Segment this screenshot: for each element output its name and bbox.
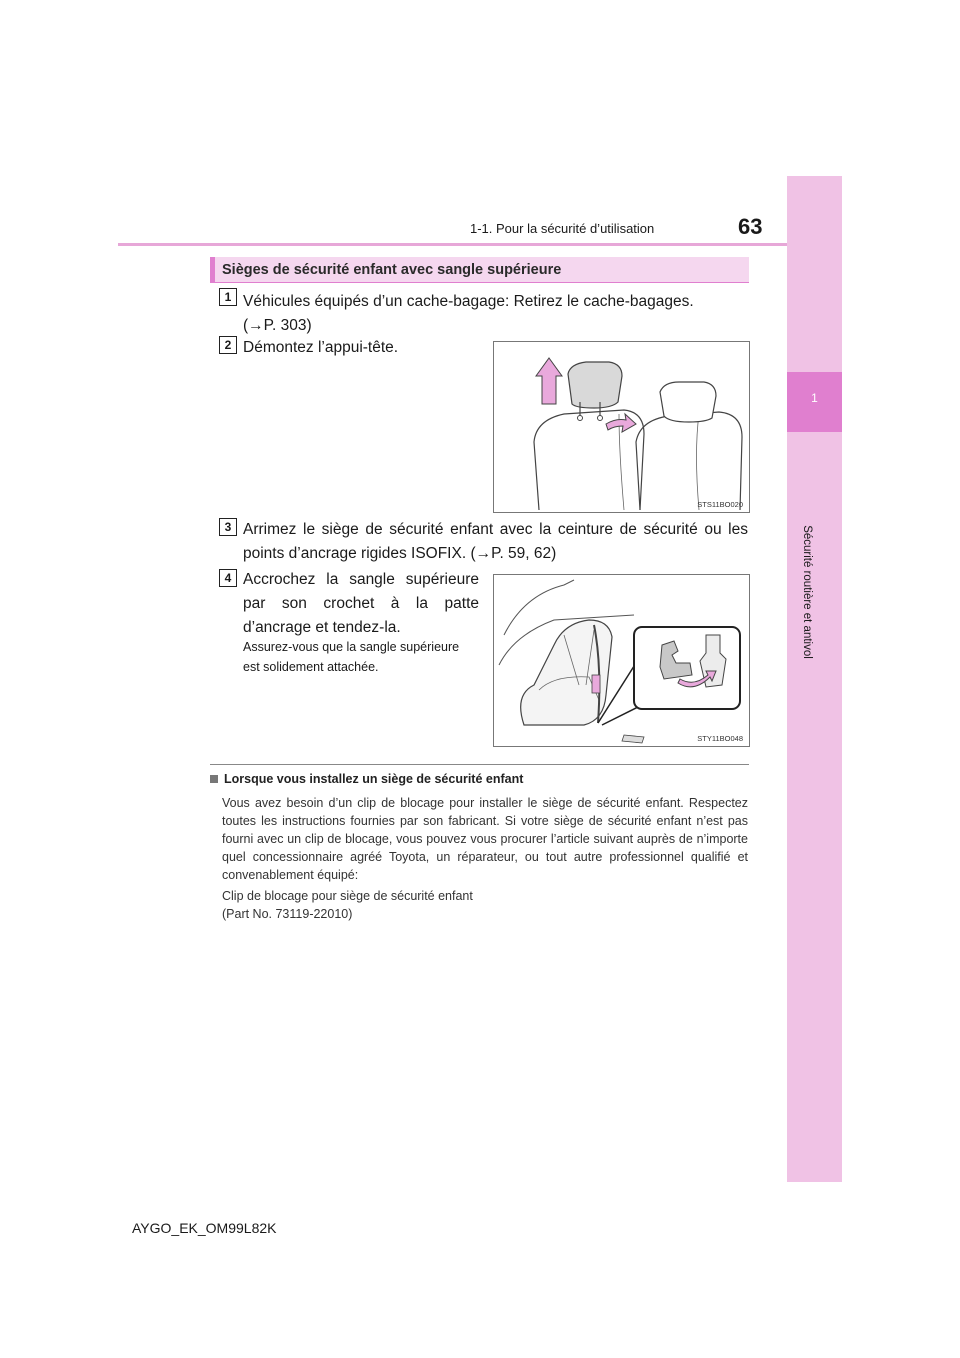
section-heading: Sièges de sécurité enfant avec sangle supérieure xyxy=(222,262,562,278)
step-2-text: Démontez l’appui-tête. xyxy=(243,339,399,356)
step-1-line: (→P. 303) xyxy=(243,317,312,334)
step-4-note-line: Assurez-vous que la sangle supérieure xyxy=(243,640,460,654)
bullet-square-icon xyxy=(210,775,218,783)
figure-code: STY11BO048 xyxy=(697,734,743,743)
headrest-removal-illustration xyxy=(494,342,749,512)
chapter-number: 1 xyxy=(811,391,818,405)
step-3-line: points d’ancrage rigides ISOFIX. (→P. 59, 62) xyxy=(243,545,557,562)
page-number: 63 xyxy=(738,214,763,239)
step-4-line: d’ancrage et tendez-la. xyxy=(243,619,401,636)
section-divider xyxy=(210,764,749,765)
step-3-line: Arrimez le siège de sécurité enfant avec la ceinture de sécurité ou les xyxy=(243,521,748,538)
step-4-line: Accrochez la sangle supérieure xyxy=(243,571,479,588)
document-code: AYGO_EK_OM99L82K xyxy=(132,1220,277,1236)
header-rule xyxy=(118,243,842,246)
figure-code: STS11BO020 xyxy=(697,500,743,509)
note-heading-row xyxy=(210,772,523,786)
step-4-note-line: est solidement attachée. xyxy=(243,660,379,674)
step-4-line: par son crochet à la patte xyxy=(243,595,479,612)
chapter-side-tab xyxy=(787,176,842,1182)
step-1-line: Véhicules équipés d’un cache-bagage: Retirez le cache-bagages. xyxy=(243,293,694,310)
step-number-badge: 4 xyxy=(219,569,237,587)
top-tether-illustration xyxy=(494,575,749,746)
step-4-note xyxy=(243,637,483,677)
step-3-text xyxy=(243,518,748,566)
note-paragraph: Vous avez besoin d’un clip de blocage pour installer le siège de sécurité enfant. Respectez toutes les instructions fournies par son fabricant. Si votre siège de sécurité enfant n’est pas fourni avec un clip de blocage, vous pouvez vous procurer l’article suivant auprès de n’importe quel concessionnaire agréé Toyota, un réparateur, ou tout autre professionnel qualifié et convenablement équipé: xyxy=(222,796,748,882)
step-4-text xyxy=(243,568,479,640)
step-1-text xyxy=(243,290,748,338)
step-number-badge: 3 xyxy=(219,518,237,536)
chapter-label: Sécurité routière et antivol xyxy=(801,525,813,659)
part-line: (Part No. 73119-22010) xyxy=(222,907,353,921)
part-line: Clip de blocage pour siège de sécurité enfant xyxy=(222,889,473,903)
section-title: 1-1. Pour la sécurité d’utilisation xyxy=(470,221,655,236)
headrest-removal-figure xyxy=(493,341,750,513)
step-number-badge: 1 xyxy=(219,288,237,306)
top-tether-figure xyxy=(493,574,750,747)
step-number-badge: 2 xyxy=(219,336,237,354)
note-heading: Lorsque vous installez un siège de sécurité enfant xyxy=(224,772,524,786)
part-number-block xyxy=(222,887,748,923)
